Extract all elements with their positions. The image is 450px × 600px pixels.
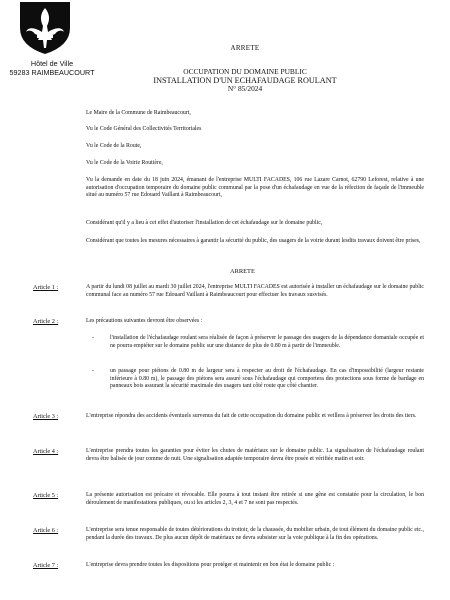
heading-occupation: OCCUPATION DU DOMAINE PUBLIC (183, 67, 307, 76)
article-2-bullet-1: l'installation de l'échafaudage roulant sera réalisée de façon à préserver le passage des usagers de la dépendance domaniale occupée et ne pourra empiéter sur le domaine public sur une distance de plus de 0.80 m à partir de l'immeuble. (110, 335, 424, 349)
article-6-label: Article 6 : (33, 527, 59, 534)
mairie-name: Hôtel de Ville (30, 59, 74, 68)
article-3-label: Article 3 : (33, 413, 59, 420)
preamble-vu-code-voirie: Vu le Code de la Voirie Routière, (86, 160, 163, 166)
arrete-number: N° 85/2024 (227, 84, 263, 94)
article-1-label: Article 1 : (33, 284, 59, 291)
article-2-label: Article 2 : (33, 318, 59, 325)
fleur-de-lis-shield-icon (16, 2, 74, 54)
article-4-label: Article 4 : (33, 448, 59, 455)
article-7-text: L'entreprise devra prendre toutes les dispositions pour protéger et maintenir en bon état le domaine public : (86, 562, 335, 568)
document-title: ARRETE (230, 44, 260, 52)
document-heading (150, 68, 340, 94)
bullet-dash: - (92, 368, 94, 374)
preamble-vu-code-route: Vu le Code de la Route, (86, 143, 142, 149)
mairie-address (2, 59, 102, 77)
article-2-intro: Les précautions suivantes devront être observées : (86, 318, 203, 324)
article-5-label: Article 5 : (33, 492, 59, 499)
preamble-maire: Le Maire de la Commune de Raimbeaucourt, (86, 110, 191, 116)
preamble-vu-cgct: Vu le Code Général des Collectivités Territoriales (86, 126, 202, 132)
article-1-text: A partir du lundi 08 juillet au mardi 30 juillet 2024, l'entreprise MULTI FACADES est autorisée à installer un échafaudage sur le domaine public communal face au numéro 57 rue Edouard Vaillant à Raimbeaucourt pour effectuer les travaux susvisés. (86, 284, 424, 298)
article-6-text: L'entreprise sera tenue responsable de toutes détériorations du trottoir, de la chaussée, du mobilier urbain, de tout élément du domaine public etc., pendant la durée des travaux. De plus aucun dépôt de matériaux ne devra subsister sur la voie publique à la fin des opérations. (86, 527, 424, 541)
heading-installation: INSTALLATION D'UN ECHAFAUDAGE ROULANT (153, 75, 337, 85)
bullet-dash: - (92, 335, 94, 341)
preamble-considerant-2: Considérant que toutes les mesures nécessaires à garantir la sécurité du public, des usagers de la voirie durant lesdits travaux doivent être prises, (86, 238, 421, 244)
article-3-text: L'entreprise répondra des accidents éventuels survenus du fait de cette occupation du domaine public et veillera à préserver les droits des tiers. (86, 413, 417, 419)
article-5-text: La présente autorisation est précaire et révocable. Elle pourra à tout instant être retirée si une gêne est constatée pour la circulation, le bon déroulement de manifestations publiques, ou si les articles 2, 3, 4 et 7 ne sont pas respectés. (86, 492, 424, 506)
mairie-city: 59283 RAIMBEAUCOURT (9, 68, 95, 77)
preamble-vu-demande: Vu la demande en date du 18 juin 2024, émanant de l'entreprise MULTI FACADES, 106 rue Lazare Carnot, 62790 Leforest, relative à une autorisation d'occupation temporaire du domaine public communal par la pose d'un échafaudage en vue de la réfection de façade de l'immeuble situé au numéro 57 rue Edouard Vaillant à Raimbeaucourt, (86, 177, 424, 199)
article-2-bullet-2: un passage pour piétons de 0.80 m de largeur sera à respecter au droit de l'échafaudage. En cas d'impossibilité (largeur restante inférieure à 0.80 m), le passage des piétons sera assuré sous l'échafaudage qui comportera des protections sous forme de bardage en panneaux bois assurant la sécurité maximale des usagers tant côté route que côté chantier. (110, 368, 424, 390)
article-7-label: Article 7 : (33, 562, 59, 569)
preamble-considerant-1: Considérant qu'il y a lieu à cet effet d'autoriser l'installation de cet échafaudage sur le domaine public, (86, 220, 323, 226)
article-4-text: L'entreprise prendra toutes les garanties pour éviter les chutes de matériaux sur le domaine public. La signalisation de l'échafaudage roulant devra être balisée de jour comme de nuit. Une signalisation adaptée temporaire devra être posée et vérifiée matin et soir. (86, 448, 424, 462)
arrete-section-title: ARRETE (230, 268, 255, 275)
